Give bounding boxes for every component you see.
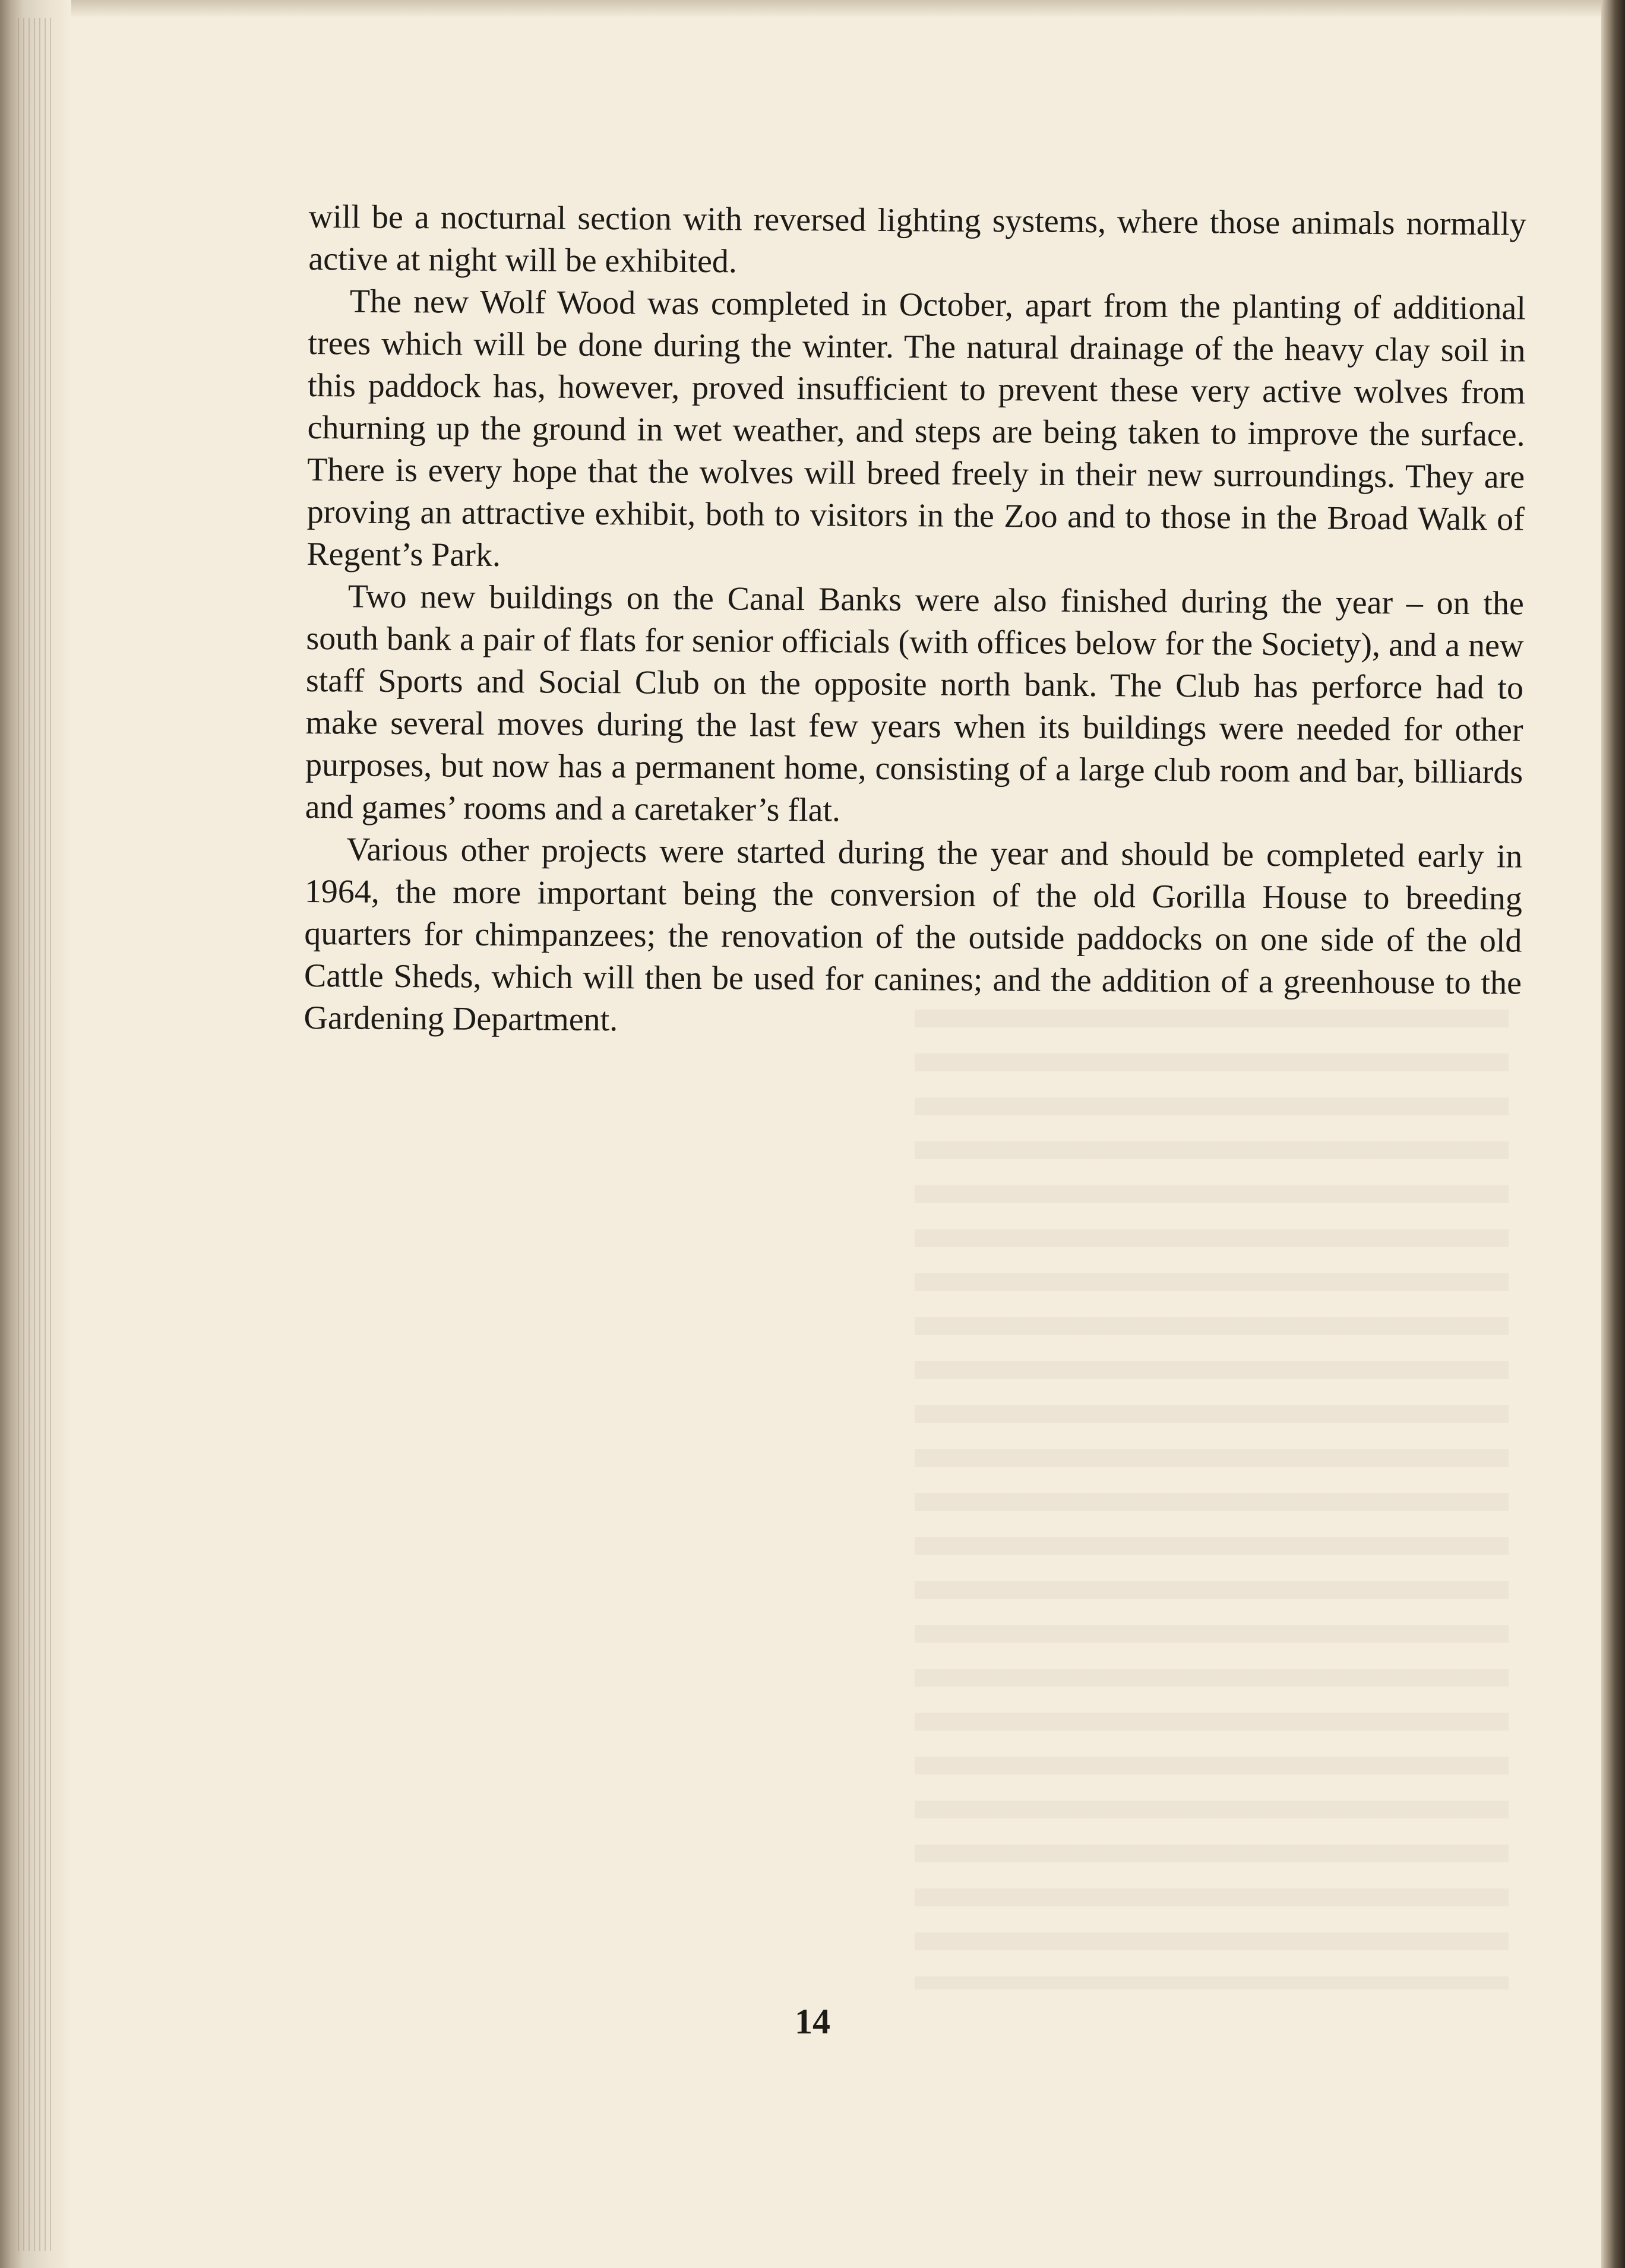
body-text (303, 196, 1526, 1046)
paragraph-wolf-wood: The new Wolf Wood was completed in October, apart from the planting of additional trees which will be done during the winter. The natural drainage of the heavy clay soil in this paddock has, however, proved insufficient to prevent these very active wolves from churning up the ground in wet weather, and steps are being taken to improve the surface. There is every hope that the wolves will breed freely in their new surroundings. They are proving an attractive exhibit, both to visitors in the Zoo and to those in the Broad Walk of Regent’s Park. (306, 283, 1526, 574)
page-right-edge (1601, 0, 1625, 2268)
page-stack-edges (18, 18, 53, 2251)
show-through-text (915, 1010, 1509, 1989)
paragraph-canal-banks: Two new buildings on the Canal Banks were also finished during the year – on the south bank a pair of flats for senior officials (with offices below for the Society), and a new staff Sports and Social Club on the opposite north bank. The Club has perforce had to make several moves during the last few years when its buildings were needed for other purposes, but now has a permanent home, consisting of a large club room and bar, billiards and games’ rooms and a caretaker’s flat. (305, 578, 1525, 829)
paragraph-continuation: will be a nocturnal section with reversed lighting systems, where those animals normally active at night will be exhibited. (308, 198, 1526, 280)
page-top-edge (0, 0, 1625, 18)
paragraph-other-projects: Various other projects were started during the year and should be completed early in 1964, the more important being the conversion of the old Gorilla House to breeding quarters for chimpanzees; the renovation of the outside paddocks on one side of the old Cattle Sheds, which will then be used for canines; and the addition of a greenhouse to the Gardening Department. (303, 831, 1523, 1039)
page-number: 14 (795, 2002, 830, 2041)
